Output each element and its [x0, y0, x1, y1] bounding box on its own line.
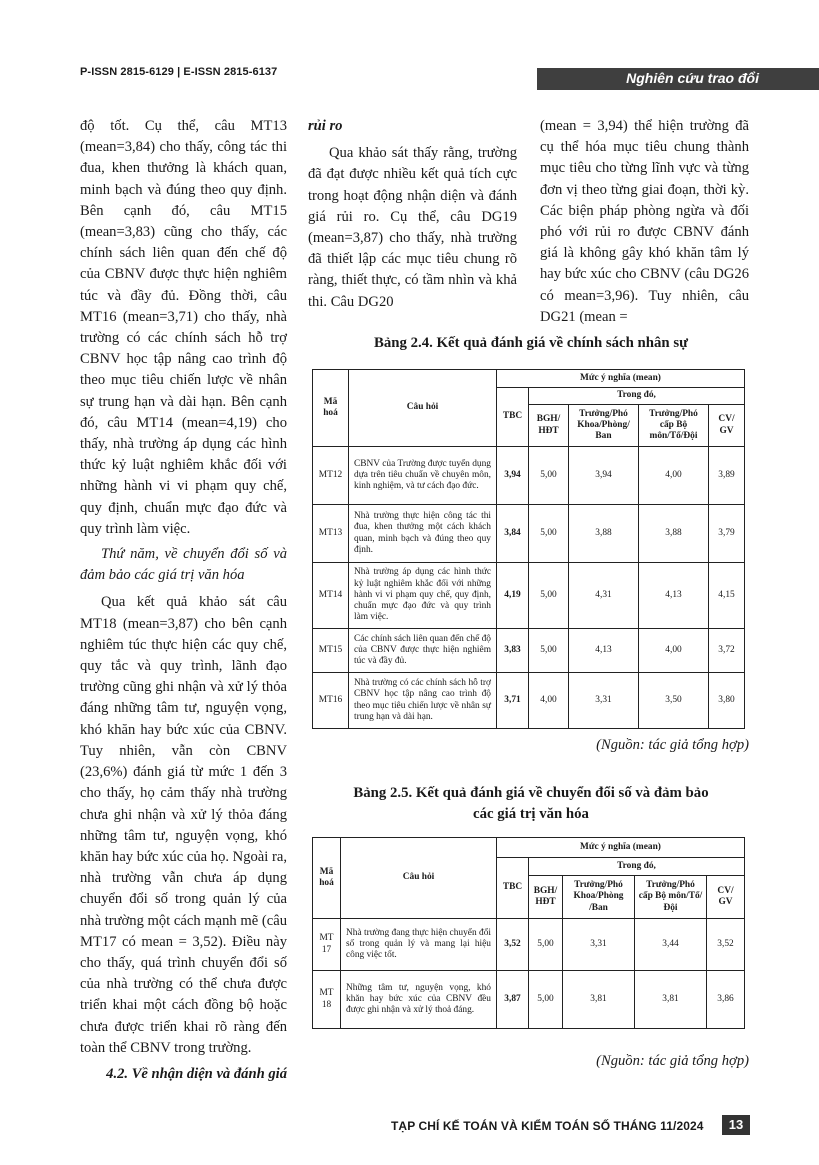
- cell-staff: 4,15: [709, 563, 745, 629]
- cell-staff: 3,86: [707, 971, 745, 1029]
- table-digital-transformation: [312, 837, 745, 1029]
- issn-line: P-ISSN 2815-6129 | E-ISSN 2815-6137: [80, 66, 278, 78]
- paragraph: độ tốt. Cụ thể, câu MT13 (mean=3,84) cho thấy, công tác thi đua, khen thưởng là khách quan, minh bạch và đúng theo quy định. Bên cạnh đó, câu MT15 (mean=3,83) cũng cho thấy, các chính sách liên quan đến chế độ của CBNV được thực hiện nghiêm túc và đầy đủ. Đồng thời, câu MT16 (mean=3,71) cho thấy, nhà trường có các chính sách hỗ trợ CBNV học tập nâng cao trình độ theo mục tiêu chiến lược về nhân sự trung hạn và dài hạn. Bên cạnh đó, câu MT14 (mean=4,19) cho thấy, nhà trường áp dụng các hình thức kỷ luật nghiêm khắc đối với những hành vi vi phạm quy chế, quy định, chuẩn mực đạo đức và quy trình làm việc.: [80, 118, 287, 537]
- table-caption: Bảng 2.4. Kết quả đánh giá về chính sách nhân sự: [374, 335, 688, 351]
- cell-dept: 3,88: [639, 505, 709, 563]
- paragraph: Qua khảo sát thấy rằng, trường đã đạt được nhiều kết quả tích cực trong hoạt động nhận diện và đánh giá rủi ro. Cụ thể, câu DG19 (mean=3,87) cho thấy, nhà trường đã thiết lập các mục tiêu chung rõ ràng, thiết thực, có tầm nhìn và khả thi. Câu DG20: [308, 145, 517, 310]
- table-row: [313, 447, 745, 505]
- table-row: [313, 563, 745, 629]
- cell-bgh: 5,00: [529, 447, 569, 505]
- header-bgh: BGH/ HĐT: [529, 876, 563, 919]
- journal-footer: TẠP CHÍ KẾ TOÁN VÀ KIỂM TOÁN SỐ THÁNG 11/2024: [391, 1119, 704, 1133]
- cell-dept: 4,00: [639, 629, 709, 673]
- table-row: [313, 673, 745, 729]
- column-right: [540, 116, 749, 328]
- cell-tbc: 3,52: [497, 919, 529, 971]
- subheading: Thứ năm, về chuyển đổi số và đảm bảo các giá trị văn hóa: [80, 546, 287, 584]
- header-staff: CV/ GV: [707, 876, 745, 919]
- cell-question: Nhà trường áp dụng các hình thức kỷ luật nghiêm khắc đối với những hành vi vi phạm quy chế, quy định, chuẩn mực đạo đức và quy trình làm việc.: [349, 563, 497, 629]
- table-row: [313, 971, 745, 1029]
- table-caption-line: Bảng 2.5. Kết quả đánh giá về chuyển đổi số và đảm bảo: [353, 785, 709, 801]
- cell-bgh: 4,00: [529, 673, 569, 729]
- cell-faculty: 4,31: [569, 563, 639, 629]
- section-title: Nghiên cứu trao đổi: [626, 70, 759, 86]
- header-question: Câu hỏi: [341, 838, 497, 919]
- cell-question: Nhà trường thực hiện công tác thi đua, khen thưởng một cách khách quan, minh bạch và đúng theo quy định.: [349, 505, 497, 563]
- header-of-which: Trong đó,: [529, 388, 745, 405]
- cell-code: MT12: [313, 447, 349, 505]
- header-dept-head: Trưởng/Phó cấp Bộ môn/Tổ/Đội: [635, 876, 707, 919]
- page-number: 13: [722, 1115, 750, 1135]
- header-tbc: TBC: [497, 388, 529, 447]
- column-left: [80, 116, 287, 1085]
- table-source: (Nguồn: tác giả tổng hợp): [596, 737, 749, 753]
- cell-faculty: 3,31: [563, 919, 635, 971]
- section-header-bar: [537, 68, 819, 90]
- header-mean: Mức ý nghĩa (mean): [497, 838, 745, 858]
- cell-dept: 3,81: [635, 971, 707, 1029]
- cell-question: Những tâm tư, nguyện vọng, khó khăn hay bức xúc của CBNV đều được ghi nhận và xử lý thoả đáng.: [341, 971, 497, 1029]
- cell-dept: 4,00: [639, 447, 709, 505]
- cell-code: MT 17: [313, 919, 341, 971]
- cell-bgh: 5,00: [529, 629, 569, 673]
- cell-staff: 3,89: [709, 447, 745, 505]
- cell-tbc: 3,71: [497, 673, 529, 729]
- header-staff: CV/ GV: [709, 405, 745, 447]
- section-heading-continued: rủi ro: [308, 118, 343, 134]
- table-personnel-policy: [312, 369, 745, 729]
- cell-dept: 3,50: [639, 673, 709, 729]
- cell-tbc: 4,19: [497, 563, 529, 629]
- cell-faculty: 3,88: [569, 505, 639, 563]
- table-caption-line: các giá trị văn hóa: [473, 806, 589, 822]
- table-source: (Nguồn: tác giả tổng hợp): [596, 1053, 749, 1069]
- table-row: [313, 919, 745, 971]
- cell-code: MT16: [313, 673, 349, 729]
- cell-bgh: 5,00: [529, 971, 563, 1029]
- header-bgh: BGH/ HĐT: [529, 405, 569, 447]
- cell-staff: 3,72: [709, 629, 745, 673]
- section-heading: 4.2. Về nhận diện và đánh giá: [106, 1065, 287, 1082]
- header-code: Mã hoá: [313, 838, 341, 919]
- table-row: [313, 505, 745, 563]
- cell-staff: 3,80: [709, 673, 745, 729]
- header-of-which: Trong đó,: [529, 858, 745, 876]
- column-middle: [308, 116, 517, 313]
- cell-staff: 3,79: [709, 505, 745, 563]
- cell-bgh: 5,00: [529, 919, 563, 971]
- cell-tbc: 3,84: [497, 505, 529, 563]
- cell-faculty: 3,31: [569, 673, 639, 729]
- cell-bgh: 5,00: [529, 563, 569, 629]
- header-faculty-head: Trưởng/Phó Khoa/Phòng/ Ban: [569, 405, 639, 447]
- table-row: [313, 629, 745, 673]
- cell-faculty: 3,81: [563, 971, 635, 1029]
- header-faculty-head: Trưởng/Phó Khoa/Phòng /Ban: [563, 876, 635, 919]
- table-caption: [314, 783, 748, 825]
- cell-bgh: 5,00: [529, 505, 569, 563]
- cell-dept: 4,13: [639, 563, 709, 629]
- cell-question: CBNV của Trường được tuyển dụng dựa trên tiêu chuẩn về chuyên môn, kinh nghiệm, và tư cách đạo đức.: [349, 447, 497, 505]
- cell-code: MT15: [313, 629, 349, 673]
- paragraph: Qua kết quả khảo sát câu MT18 (mean=3,87) cho bên cạnh nghiêm túc thực hiện các quy chế, quy tắc và quy trình, lãnh đạo trường cũng ghi nhận và xử lý thỏa đáng những tâm tư, nguyện vọng, khó khăn hay bức xúc của CBNV. Tuy nhiên, vẫn còn CBNV (23,6%) đánh giá từ mức 1 đến 3 cho thấy, họ cảm thấy nhà trường chưa ghi nhận và xử lý thỏa đáng những tâm tư, nguyện vọng, khó khăn hay bức xúc của họ. Ngoài ra, nhà trường vẫn chưa áp dụng chuyển đổi số trong quản lý của nhà trường một cách mạnh mẽ (câu MT17 có mean = 3,52). Điều này cho thấy, quá trình chuyển đổi số của nhà trường có thể chưa được triển khai một cách đồng bộ hoặc chưa được triển khai rõ ràng đến toàn thể CBNV trong trường.: [80, 594, 287, 1056]
- cell-tbc: 3,83: [497, 629, 529, 673]
- cell-code: MT13: [313, 505, 349, 563]
- cell-code: MT 18: [313, 971, 341, 1029]
- cell-faculty: 4,13: [569, 629, 639, 673]
- paragraph: (mean = 3,94) thể hiện trường đã cụ thể hóa mục tiêu chung thành mục tiêu cho từng lĩnh vực và từng đơn vị theo từng giai đoạn, thời kỳ. Các biện pháp phòng ngừa và đối phó với rủi ro được CBNV đánh giá là không gây khó khăn tâm lý hay bức xúc cho CBNV (câu DG26 có mean=3,96). Tuy nhiên, câu DG21 (mean =: [540, 118, 749, 325]
- header-code: Mã hoá: [313, 370, 349, 447]
- cell-tbc: 3,87: [497, 971, 529, 1029]
- cell-code: MT14: [313, 563, 349, 629]
- cell-tbc: 3,94: [497, 447, 529, 505]
- header-dept-head: Trưởng/Phó cấp Bộ môn/Tổ/Đội: [639, 405, 709, 447]
- cell-question: Nhà trường có các chính sách hỗ trợ CBNV học tập nâng cao trình độ theo mục tiêu chiến lược về nhân sự trung hạn và dài hạn.: [349, 673, 497, 729]
- header-tbc: TBC: [497, 858, 529, 919]
- header-question: Câu hỏi: [349, 370, 497, 447]
- cell-staff: 3,52: [707, 919, 745, 971]
- header-mean: Mức ý nghĩa (mean): [497, 370, 745, 388]
- cell-question: Các chính sách liên quan đến chế độ của CBNV được thực hiện nghiêm túc và đầy đủ.: [349, 629, 497, 673]
- cell-dept: 3,44: [635, 919, 707, 971]
- cell-question: Nhà trường đang thực hiện chuyển đổi số trong quản lý và mang lại hiệu công việc tốt.: [341, 919, 497, 971]
- cell-faculty: 3,94: [569, 447, 639, 505]
